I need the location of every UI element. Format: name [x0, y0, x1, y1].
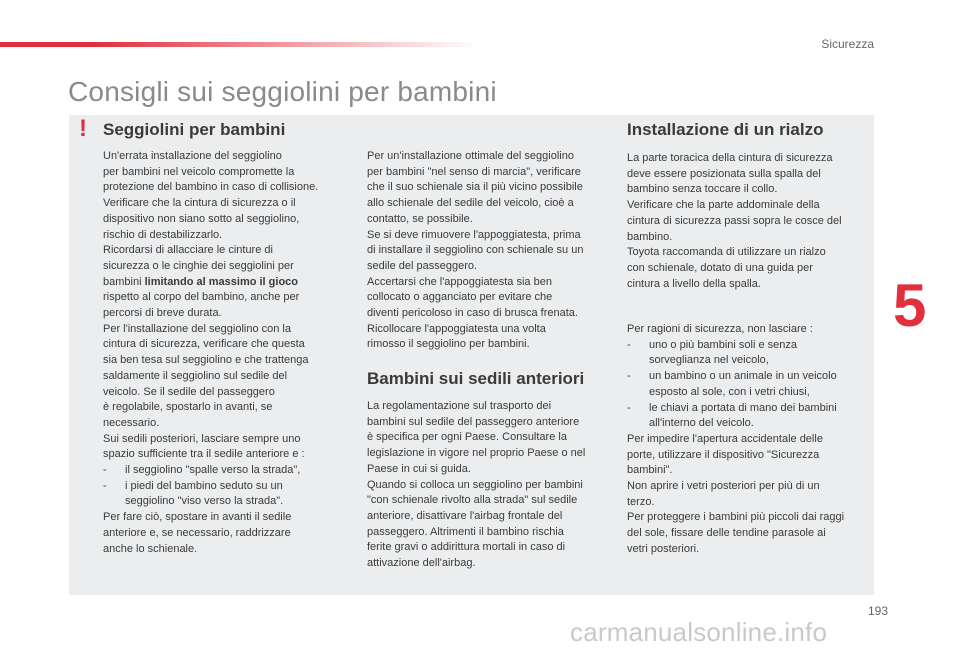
text-line: Per l'installazione del seggiolino con la	[103, 322, 291, 335]
heading-front-seats: Bambini sui sedili anteriori	[367, 369, 585, 388]
list-item	[627, 401, 872, 417]
list-item	[103, 479, 353, 495]
text-line: spazio sufficiente tra il sedile anteriore e :	[103, 448, 305, 461]
column-3-text-b	[627, 322, 872, 558]
text-line: di installare il seggiolino con schienale su un	[367, 244, 584, 257]
text-line: anteriore e, se necessario, raddrizzare	[103, 526, 291, 539]
page-number: 193	[868, 604, 889, 618]
text-line: sia ben tesa sul seggiolino e che trattenga	[103, 354, 309, 367]
heading-child-seats: Seggiolini per bambini	[103, 120, 286, 139]
text-line: anteriore, disattivare l'airbag frontale del	[367, 509, 563, 522]
text-line: per bambini nel veicolo compromette la	[103, 165, 295, 178]
text-line: La regolamentazione sul trasporto dei	[367, 400, 552, 412]
text-line: bambini sul sedile del passeggero anteriore	[367, 415, 580, 428]
list-item-text: le chiavi a portata di mano dei bambini	[649, 401, 837, 414]
list-item-continuation: esposto al sole, con i vetri chiusi,	[649, 385, 810, 398]
text-line: Ricollocare l'appoggiatesta una volta	[367, 322, 546, 335]
text-line: rimosso il seggiolino per bambini.	[367, 338, 530, 351]
text-line: Accertarsi che l'appoggiatesta sia ben	[367, 275, 552, 288]
bullet-dash: -	[103, 479, 107, 492]
text-line: cintura di sicurezza, verificare che questa	[103, 338, 305, 351]
text-line: rispetto al corpo del bambino, anche per	[103, 291, 300, 304]
text-line: saldamente il seggiolino sul sedile del	[103, 369, 288, 382]
text-line: dispositivo non siano sotto al seggiolino,	[103, 212, 300, 225]
text-line: Ricordarsi di allacciare le cinture di	[103, 244, 273, 257]
text-line: Un'errata installazione del seggiolino	[103, 150, 282, 162]
text-line: Per ragioni di sicurezza, non lasciare :	[627, 323, 813, 335]
emphasis-text: limitando al massimo il gioco	[144, 275, 298, 288]
header-accent-bar	[0, 42, 480, 47]
text-line: Per proteggere i bambini più piccoli dai raggi	[627, 511, 845, 524]
bullet-dash: -	[627, 401, 631, 414]
watermark: carmanualsonline.info	[570, 617, 828, 647]
list-item-continuation: sorveglianza nel veicolo,	[649, 354, 769, 367]
text-line: vetri posteriori.	[627, 542, 700, 555]
text-line: Non aprire i vetri posteriori per più di un	[627, 480, 820, 493]
text-line: Se si deve rimuovere l'appoggiatesta, prima	[367, 228, 581, 241]
text-line: ferite gravi o addirittura mortali in caso di	[367, 541, 566, 554]
list-item	[103, 463, 353, 479]
text-line: con schienale, dotato di una guida per	[627, 261, 813, 274]
text-line: Verificare che la parte addominale della	[627, 199, 820, 212]
text-line: protezione del bambino in caso di collisione.	[103, 181, 319, 194]
text-line: del sole, fissare delle tendine parasole ai	[627, 527, 826, 540]
text-line: rischio di destabilizzarlo.	[103, 228, 223, 241]
text-line: porte, utilizzare il dispositivo "Sicurezza	[627, 448, 820, 461]
text-line: bambini".	[627, 464, 673, 477]
text-line: cintura di sicurezza passi sopra le cosce del	[627, 214, 842, 227]
text-line: deve essere posizionata sulla spalla del	[627, 167, 821, 180]
text-line: Paese in cui si guida.	[367, 462, 471, 475]
text-line: passeggero. Altrimenti il bambino rischia	[367, 525, 564, 538]
bullet-dash: -	[627, 338, 631, 351]
list-item	[627, 338, 872, 354]
text-line: Per fare ciò, spostare in avanti il sedile	[103, 511, 292, 524]
text-line: diventi pericoloso in caso di brusca frenata.	[367, 307, 578, 320]
list-item-text: uno o più bambini soli e senza	[649, 338, 797, 351]
warning-icon: !	[79, 115, 87, 142]
chapter-number: 5	[893, 272, 927, 339]
text-line	[103, 275, 353, 291]
text-line: Toyota raccomanda di utilizzare un rialzo	[627, 246, 826, 259]
bullet-dash: -	[627, 370, 631, 383]
list-item-text: un bambino o un animale in un veicolo	[649, 370, 837, 383]
text-line: che il suo schienale sia il più vicino possibile	[367, 181, 583, 194]
text-line: necessario.	[103, 416, 160, 429]
text-line: collocato o agganciato per evitare che	[367, 291, 553, 304]
column-3-text	[627, 151, 872, 292]
column-1-text	[103, 149, 353, 557]
list-item-text: il seggiolino "spalle verso la strada",	[125, 464, 301, 477]
text-line: La parte toracica della cintura di sicurezza	[627, 152, 833, 164]
text-line: Sui sedili posteriori, lasciare sempre uno	[103, 432, 301, 445]
text-line: percorsi di breve durata.	[103, 307, 222, 320]
text-fragment: bambini	[103, 275, 145, 288]
page-title: Consigli sui seggiolini per bambini	[68, 76, 497, 107]
text-line: è regolabile, spostarlo in avanti, se	[103, 401, 273, 414]
list-item	[627, 369, 872, 385]
text-line: bambino.	[627, 230, 673, 243]
text-line: sicurezza o le cinghie dei seggiolini per	[103, 259, 294, 272]
text-line: attivazione dell'airbag.	[367, 557, 476, 570]
text-line: contatto, se possibile.	[367, 212, 473, 225]
text-line: anche lo schienale.	[103, 542, 198, 555]
text-line: sedile del passeggero.	[367, 259, 478, 272]
text-line: terzo.	[627, 495, 655, 508]
list-item-text: i piedi del bambino seduto su un	[125, 479, 283, 492]
text-line: è specifica per ogni Paese. Consultare la	[367, 431, 567, 444]
column-2-text-b	[367, 399, 617, 572]
section-label: Sicurezza	[821, 37, 874, 51]
list-item-continuation: all'interno del veicolo.	[649, 417, 754, 430]
text-line: Verificare che la cintura di sicurezza o il	[103, 197, 296, 210]
text-line: Per impedire l'apertura accidentale delle	[627, 432, 823, 445]
bullet-dash: -	[103, 464, 107, 477]
column-2-text	[367, 149, 617, 353]
list-item-continuation: seggiolino "viso verso la strada".	[125, 495, 284, 508]
text-line: cintura a livello della spalla.	[627, 277, 761, 290]
text-line: bambino senza toccare il collo.	[627, 183, 778, 196]
text-line: "con schienale rivolto alla strada" sul sedile	[367, 494, 578, 507]
text-line: veicolo. Se il sedile del passeggero	[103, 385, 275, 398]
text-line: per bambini "nel senso di marcia", verificare	[367, 165, 581, 178]
text-line: legislazione in vigore nel proprio Paese o nel	[367, 447, 586, 460]
heading-booster-install: Installazione di un rialzo	[627, 120, 824, 139]
text-line: Quando si colloca un seggiolino per bambini	[367, 478, 583, 491]
text-line: allo schienale del sedile del veicolo, cioè a	[367, 197, 574, 210]
text-line: Per un'installazione ottimale del seggiolino	[367, 150, 574, 162]
